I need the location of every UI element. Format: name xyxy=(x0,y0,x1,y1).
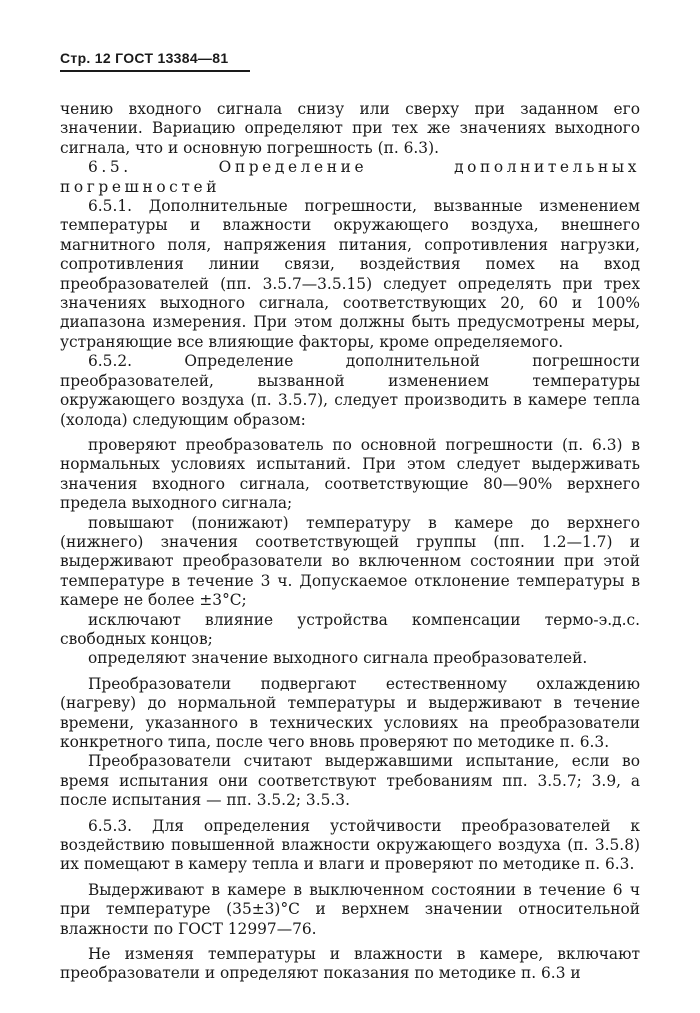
paragraph-step-measure: определяют значение выходного сигнала преобразователей. xyxy=(88,649,588,668)
page-header: Стр. 12 ГОСТ 13384—81 xyxy=(60,50,250,72)
paragraph-6-5-3: 6.5.3. Для определения устойчивости преобразователей к воздействию повышенной влажности окружающего воздуха (п. 3.5.8) их помещают в камеру тепла и влаги и проверяют по методике п. 6.3. xyxy=(60,816,640,874)
document-body xyxy=(60,100,640,984)
paragraph-6-5-1: 6.5.1. Дополнительные погрешности, вызванные изменением температуры и влажности окружающего воздуха, внешнего магнитного поля, напряжения питания, сопротивления нагрузки, сопротивления линии связи, воздействия помех на вход преобразователей (пп. 3.5.7—3.5.15) следует определять при трех значениях выходного сигнала, соответствующих 20, 60 и 100% диапазона измерения. При этом должны быть предусмотрены меры, устраняющие все влияющие факторы, кроме определяемого. xyxy=(60,197,640,351)
paragraph-humidity-hold: Выдерживают в камере в выключенном состоянии в течение 6 ч при температуре (35±3)°С и верхнем значении относительной влажности по ГОСТ 12997—76. xyxy=(60,880,640,938)
paragraph-continuation: чению входного сигнала снизу или сверху при заданном его значении. Вариацию определяют при тех же значениях выходного сигнала, что и основную погрешность (п. 6.3). xyxy=(60,100,640,157)
paragraph-humidity-test: Не изменяя температуры и влажности в камере, включают преобразователи и определяют показания по методике п. 6.3 и xyxy=(60,945,640,983)
paragraph-6-5-2: 6.5.2. Определение дополнительной погрешности преобразователей, вызванной изменением температуры окружающего воздуха (п. 3.5.7), следует производить в камере тепла (холода) следующим образом: xyxy=(60,352,640,429)
paragraph-step-heat: повышают (понижают) температуру в камере до верхнего (нижнего) значения соответствующей группы (пп. 1.2—1.7) и выдерживают преобразователи во включенном состоянии при этой температуре в течение 3 ч. Допускаемое отклонение температуры в камере не более ±3°С; xyxy=(60,513,640,610)
paragraph-cooling: Преобразователи подвергают естественному охлаждению (нагреву) до нормальной температуры и выдерживают в течение времени, указанного в технических условиях на преобразователи конкретного типа, после чего вновь проверяют по методике п. 6.3. xyxy=(60,674,640,751)
section-heading-6-5: 6.5. Определение дополнительных погрешностей xyxy=(60,158,640,196)
paragraph-step-exclude: исключают влияние устройства компенсации термо-э.д.с. свободных концов; xyxy=(60,610,640,648)
paragraph-pass-criteria: Преобразователи считают выдержавшими испытание, если во время испытания они соответствуют требованиям пп. 3.5.7; 3.9, а после испытания — пп. 3.5.2; 3.5.3. xyxy=(60,752,640,810)
document-page xyxy=(60,50,640,984)
paragraph-step-check: проверяют преобразователь по основной погрешности (п. 6.3) в нормальных условиях испытаний. При этом следует выдерживать значения входного сигнала, соответствующие 80—90% верхнего предела выходного сигнала; xyxy=(60,435,640,513)
